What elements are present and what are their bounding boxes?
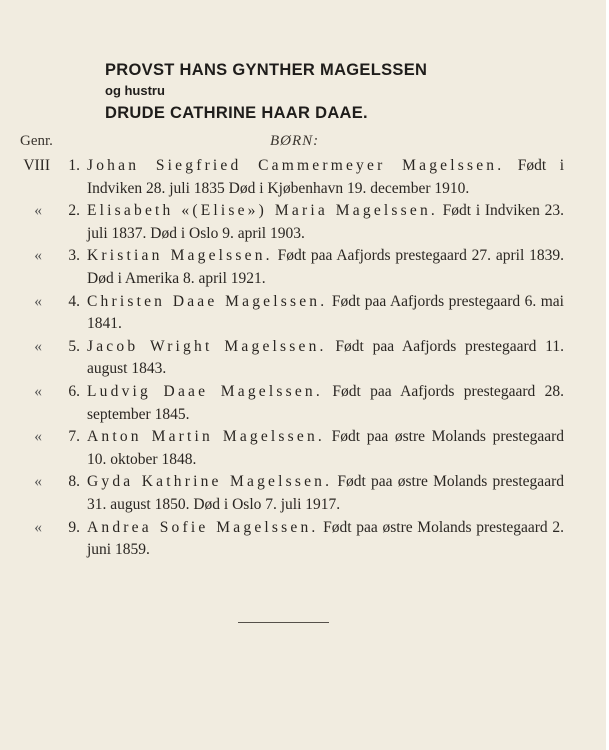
children-list bbox=[0, 155, 609, 562]
list-item bbox=[0, 336, 609, 381]
entry-number: 3. bbox=[68, 247, 80, 265]
entry-number: 9. bbox=[68, 518, 80, 536]
child-name: Johan Siegfried Cammermeyer Magelssen. bbox=[87, 157, 505, 174]
generation-label: Genr. bbox=[20, 133, 53, 149]
heading-line-3: DRUDE CATHRINE HAAR DAAE. bbox=[105, 104, 368, 122]
entry-number: 5. bbox=[68, 337, 80, 355]
ditto-mark: « bbox=[34, 382, 42, 400]
child-name: Jacob Wright Magelssen. bbox=[87, 337, 327, 355]
heading bbox=[105, 58, 427, 126]
list-item bbox=[0, 381, 609, 426]
entry-number: 2. bbox=[68, 202, 80, 220]
child-details: Født paa Aafjords prestegaard 27. april 1839. Død i Amerika 8. april 1921. bbox=[87, 247, 565, 287]
child-name: Andrea Sofie Magelssen. bbox=[87, 518, 319, 536]
child-details: Født paa Aafjords prestegaard 28. september 1845. bbox=[87, 382, 564, 423]
child-details: Født paa Aafjords prestegaard 11. august 1843. bbox=[87, 337, 565, 378]
heading-line-1: PROVST HANS GYNTHER MAGELSSEN bbox=[105, 61, 428, 79]
entry-number: 8. bbox=[68, 473, 80, 491]
list-item bbox=[0, 291, 609, 336]
ditto-mark: « bbox=[34, 337, 42, 355]
ditto-mark: « bbox=[34, 518, 42, 536]
list-item bbox=[0, 426, 609, 471]
ditto-mark: « bbox=[34, 292, 42, 310]
ditto-mark: « bbox=[34, 247, 42, 265]
entry-number: 7. bbox=[68, 428, 80, 446]
list-item bbox=[0, 471, 609, 516]
list-item bbox=[0, 517, 609, 562]
closing-rule bbox=[238, 622, 329, 623]
child-name: Kristian Magelssen. bbox=[87, 247, 273, 265]
child-details: Født i Indviken 28. juli 1835 Død i Kjøbenhavn 19. december 1910. bbox=[87, 157, 564, 197]
child-details: Født i Indviken 23. juli 1837. Død i Oslo 9. april 1903. bbox=[87, 202, 564, 242]
list-item bbox=[0, 245, 609, 290]
list-item bbox=[0, 155, 609, 200]
child-name: Ludvig Daae Magelssen. bbox=[87, 382, 323, 400]
child-name: Anton Martin Magelssen. bbox=[87, 428, 326, 446]
child-name: Christen Daae Magelssen. bbox=[87, 292, 328, 310]
heading-line-2: og hustru bbox=[105, 83, 165, 98]
generation-number: VIII bbox=[23, 157, 50, 174]
child-name: Elisabeth «(Elise») Maria Magelssen. bbox=[87, 202, 438, 220]
section-title: BØRN: bbox=[270, 133, 320, 149]
child-details: Født paa østre Molands prestegaard 2. juni 1859. bbox=[87, 518, 564, 559]
list-item bbox=[0, 200, 609, 245]
ditto-mark: « bbox=[34, 428, 42, 446]
entry-number: 4. bbox=[68, 292, 80, 310]
entry-number: 1. bbox=[68, 157, 80, 174]
child-details: Født paa Aafjords prestegaard 6. mai 1841. bbox=[87, 292, 564, 333]
ditto-mark: « bbox=[34, 202, 42, 220]
child-details: Født paa østre Molands prestegaard 31. august 1850. Død i Oslo 7. juli 1917. bbox=[87, 473, 564, 513]
child-details: Født paa østre Molands prestegaard 10. oktober 1848. bbox=[87, 428, 565, 468]
entry-number: 6. bbox=[68, 382, 80, 400]
child-name: Gyda Kathrine Magelssen. bbox=[87, 473, 333, 491]
ditto-mark: « bbox=[34, 473, 42, 491]
